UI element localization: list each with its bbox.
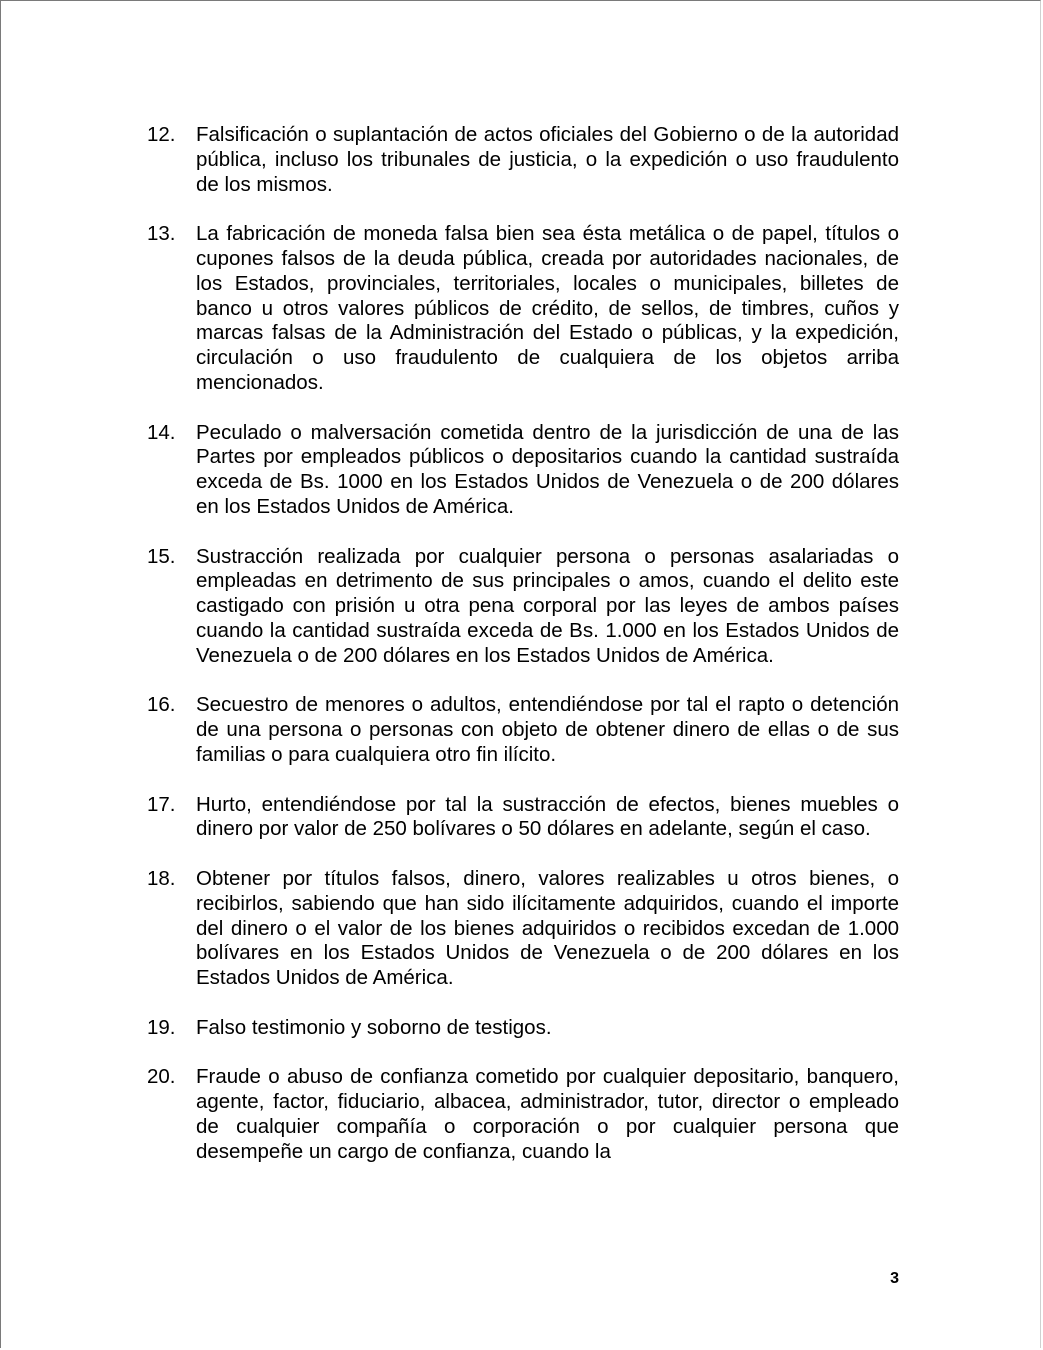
- list-item: [147, 222, 899, 396]
- item-number: 20.: [147, 1065, 176, 1089]
- item-number: 18.: [147, 866, 176, 890]
- page-number: 3: [890, 1270, 899, 1287]
- list-item: [147, 421, 899, 520]
- article-list: [147, 123, 899, 1189]
- item-text: Falso testimonio y soborno de testigos.: [196, 1015, 552, 1039]
- list-item: [147, 793, 899, 843]
- item-number: 17.: [147, 792, 176, 816]
- item-text: Sustracción realizada por cualquier persona o personas asalariadas o empleadas en detrimento de sus principales o amos, cuando el delito este castigado con prisión u otra pena corporal por las leyes de ambos países cuando la cantidad sustraída exceda de Bs. 1.000 en los Estados Unidos de Venezuela o de 200 dólares en los Estados Unidos de América.: [196, 544, 899, 667]
- item-text: Peculado o malversación cometida dentro de la jurisdicción de una de las Partes por empleados públicos o depositarios cuando la cantidad sustraída exceda de Bs. 1000 en los Estados Unidos de Venezuela o de 200 dólares en los Estados Unidos de América.: [196, 420, 899, 518]
- item-number: 14.: [147, 420, 176, 444]
- list-item: [147, 1016, 899, 1041]
- item-text: Hurto, entendiéndose por tal la sustracción de efectos, bienes muebles o dinero por valor de 250 bolívares o 50 dólares en adelante, según el caso.: [196, 792, 899, 841]
- list-item: [147, 867, 899, 991]
- item-text: La fabricación de moneda falsa bien sea ésta metálica o de papel, títulos o cupones falsos de la deuda pública, creada por autoridades nacionales, de los Estados, provinciales, territoriales, locales o municipales, billetes de banco u otros valores públicos de crédito, de sellos, de timbres, cuños y marcas falsas de la Administración del Estado o públicas, y la expedición, circulación o uso fraudulento de cualquiera de los objetos arriba mencionados.: [196, 222, 899, 394]
- item-text: Falsificación o suplantación de actos oficiales del Gobierno o de la autoridad pública, incluso los tribunales de justicia, o la expedición o uso fraudulento de los mismos.: [196, 123, 899, 196]
- item-number: 15.: [147, 544, 176, 568]
- item-number: 16.: [147, 693, 176, 717]
- item-number: 12.: [147, 123, 176, 146]
- list-item: [147, 545, 899, 669]
- list-item: [147, 123, 899, 197]
- list-item: [147, 693, 899, 767]
- list-item: [147, 1065, 899, 1164]
- item-text: Secuestro de menores o adultos, entendiéndose por tal el rapto o detención de una persona o personas con objeto de obtener dinero de ellas o de sus familias o para cualquiera otro fin ilícito.: [196, 693, 899, 766]
- item-number: 13.: [147, 222, 176, 246]
- item-text: Obtener por títulos falsos, dinero, valores realizables u otros bienes, o recibirlos, sabiendo que han sido ilícitamente adquiridos, cuando el importe del dinero o el valor de los bienes adquiridos o recibidos excedan de 1.000 bolívares en los Estados Unidos de Venezuela o de 200 dólares en los Estados Unidos de América.: [196, 866, 899, 990]
- item-text: Fraude o abuso de confianza cometido por cualquier depositario, banquero, agente, factor, fiduciario, albacea, administrador, tutor, director o empleado de cualquier compañía o corporación o por cualquier persona que desempeñe un cargo de confianza, cuando la: [196, 1065, 899, 1163]
- item-number: 19.: [147, 1015, 176, 1039]
